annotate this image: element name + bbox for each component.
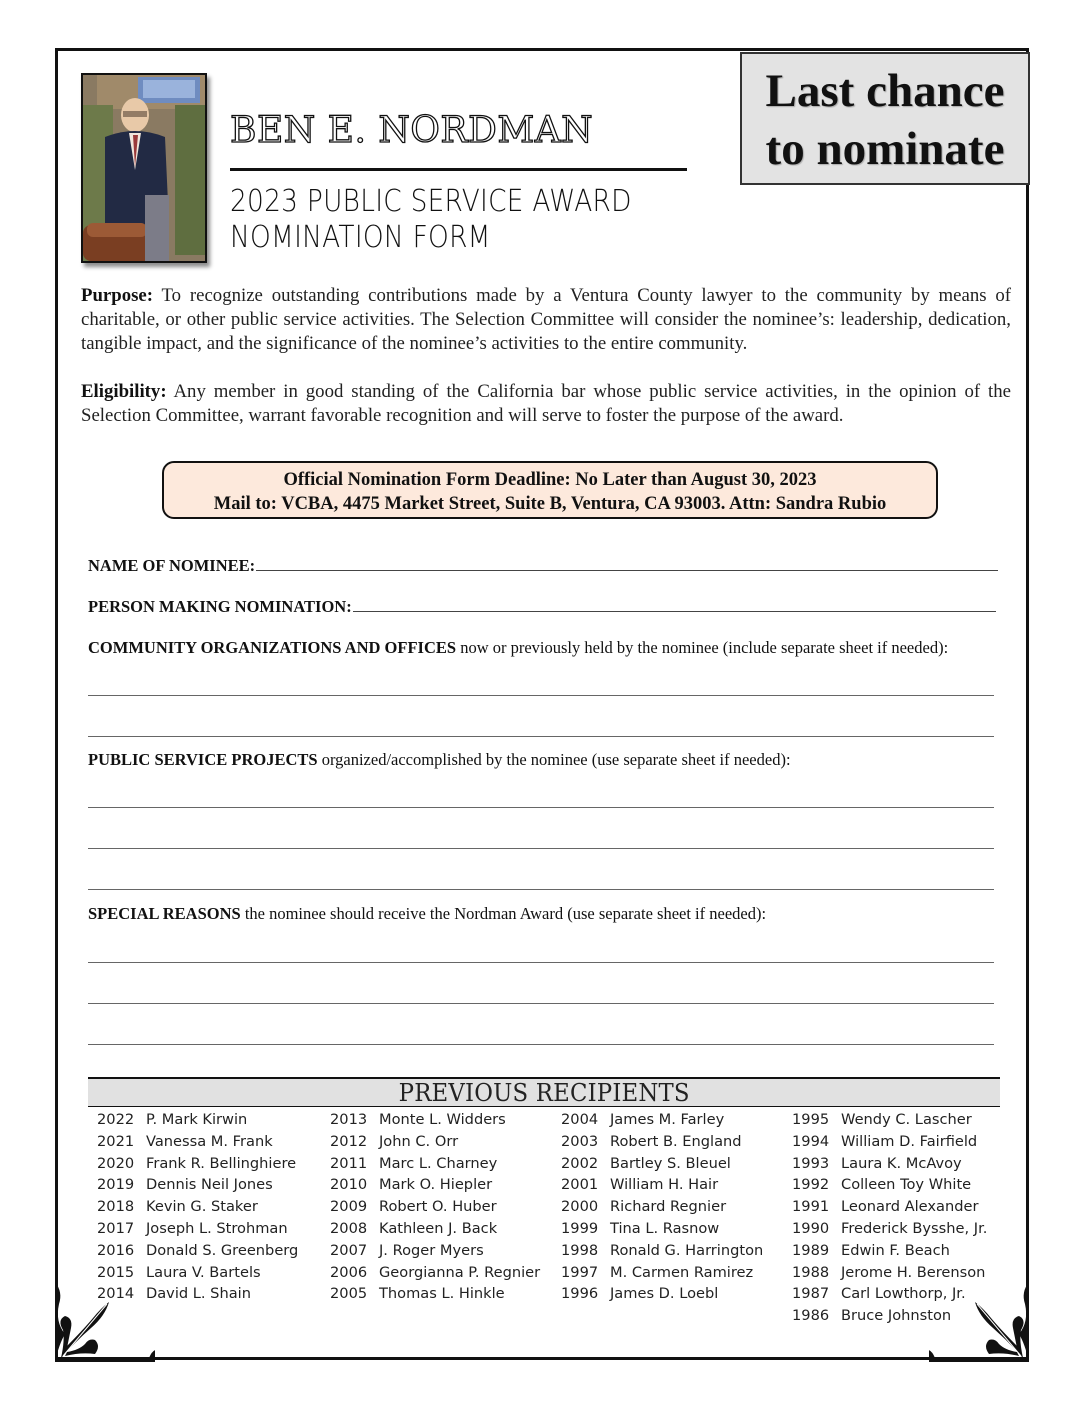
award-name-title: BEN E. NORDMAN (230, 110, 594, 151)
recipient-row (792, 1109, 987, 1131)
recipient-name: Kevin G. Staker (146, 1198, 258, 1216)
recipients-column-3 (561, 1109, 763, 1305)
deadline-box (162, 461, 938, 519)
recipient-row (330, 1153, 540, 1175)
recipient-year: 1993 (792, 1154, 830, 1172)
recipient-name: Wendy C. Lascher (841, 1111, 972, 1128)
recipient-year: 2018 (97, 1198, 135, 1216)
nominator-label: PERSON MAKING NOMINATION: (88, 597, 352, 616)
projects-line-3[interactable] (88, 889, 994, 890)
recipient-name: Bruce Johnston (841, 1307, 952, 1325)
recipient-year: 2020 (97, 1154, 135, 1172)
recipient-name: Marc L. Charney (379, 1154, 498, 1172)
recipient-name: Laura K. McAvoy (841, 1154, 962, 1172)
recipient-year: 1988 (792, 1263, 830, 1281)
recipient-year: 2005 (330, 1285, 368, 1303)
recipient-row (561, 1262, 763, 1284)
recipient-row (97, 1262, 298, 1284)
recipient-name: Leonard Alexander (841, 1198, 979, 1216)
community-hint: now or previously held by the nominee (include separate sheet if needed): (456, 638, 949, 657)
recipient-name: Ronald G. Harrington (610, 1241, 764, 1259)
projects-line-1[interactable] (88, 807, 994, 808)
recipient-name: Tina L. Rasnow (610, 1219, 720, 1237)
mail-to-line: Mail to: VCBA, 4475 Market Street, Suite B, Ventura, CA 93003. Attn: Sandra Rubio (213, 494, 887, 514)
recipient-name: Georgianna P. Regnier (379, 1263, 541, 1281)
recipient-year: 2006 (330, 1263, 368, 1281)
recipient-year: 2019 (97, 1176, 135, 1194)
recipient-name: M. Carmen Ramirez (610, 1263, 754, 1281)
previous-recipients-title: PREVIOUS RECIPIENTS (398, 1079, 690, 1107)
community-line-2[interactable] (88, 736, 994, 737)
recipient-year: 2001 (561, 1176, 599, 1194)
recipient-name: Robert O. Huber (379, 1198, 497, 1216)
public-service-projects-section (88, 750, 791, 770)
recipient-name: Monte L. Widders (379, 1111, 506, 1128)
eligibility-paragraph (81, 380, 1011, 428)
recipient-year: 2014 (97, 1285, 135, 1303)
recipient-year: 2009 (330, 1198, 368, 1216)
recipient-year: 2017 (97, 1219, 135, 1237)
recipient-row (561, 1218, 763, 1240)
reasons-line-2[interactable] (88, 1003, 994, 1004)
nominee-name-field[interactable] (88, 556, 998, 576)
recipient-row (330, 1262, 540, 1284)
recipient-name: William H. Hair (610, 1176, 719, 1194)
recipient-year: 1994 (792, 1132, 830, 1150)
recipient-year: 2022 (97, 1111, 135, 1128)
recipients-column-1 (97, 1109, 298, 1305)
nominator-input[interactable] (353, 610, 996, 612)
special-reasons-section (88, 904, 766, 924)
recipient-row (792, 1240, 987, 1262)
reasons-label: SPECIAL REASONS (88, 904, 241, 923)
recipient-name: Kathleen J. Back (379, 1219, 498, 1237)
recipient-row (792, 1153, 987, 1175)
nominee-name-label: NAME OF NOMINEE: (88, 556, 256, 575)
recipient-year: 2015 (97, 1263, 135, 1281)
title-divider (230, 168, 687, 171)
recipient-row (561, 1109, 763, 1131)
recipient-row (792, 1262, 987, 1284)
recipient-year: 2002 (561, 1154, 599, 1172)
recipient-row (97, 1109, 298, 1131)
reasons-line-3[interactable] (88, 1044, 994, 1045)
recipient-name: William D. Fairfield (841, 1132, 978, 1150)
badge-line-2: to nominate (765, 123, 1005, 175)
recipient-year: 2016 (97, 1241, 135, 1259)
recipient-name: Vanessa M. Frank (146, 1132, 273, 1150)
portrait-image (83, 75, 205, 261)
recipient-name: Frederick Bysshe, Jr. (841, 1219, 988, 1237)
recipient-name: Bartley S. Bleuel (610, 1154, 731, 1172)
nominee-name-input[interactable] (256, 569, 998, 571)
recipient-year: 1990 (792, 1219, 830, 1237)
recipient-year: 1987 (792, 1285, 830, 1303)
recipient-row (561, 1196, 763, 1218)
recipient-row (97, 1240, 298, 1262)
recipient-year: 1991 (792, 1198, 830, 1216)
recipient-row (330, 1196, 540, 1218)
recipient-year: 1996 (561, 1285, 599, 1303)
recipient-year: 1989 (792, 1241, 830, 1259)
fleur-de-lis-corner-icon (55, 1282, 155, 1362)
recipient-row (330, 1131, 540, 1153)
recipient-year: 2010 (330, 1176, 368, 1194)
recipient-row (97, 1153, 298, 1175)
recipient-year: 1986 (792, 1307, 830, 1325)
community-label: COMMUNITY ORGANIZATIONS AND OFFICES (88, 638, 457, 657)
recipient-row (792, 1174, 987, 1196)
recipient-year: 1995 (792, 1111, 830, 1128)
recipient-row (561, 1153, 763, 1175)
purpose-paragraph (81, 284, 1011, 356)
recipient-row (330, 1218, 540, 1240)
recipient-year: 2011 (330, 1154, 368, 1172)
purpose-label: Purpose: (81, 285, 153, 306)
recipient-year: 1998 (561, 1241, 599, 1259)
previous-recipients-header (88, 1077, 1000, 1107)
recipient-row (97, 1131, 298, 1153)
award-subtitle (230, 184, 632, 256)
reasons-hint: the nominee should receive the Nordman Award (use separate sheet if needed): (240, 904, 767, 923)
recipient-row (330, 1240, 540, 1262)
eligibility-label: Eligibility: (81, 381, 167, 402)
recipient-year: 2021 (97, 1132, 135, 1150)
subtitle-line-1: 2023 PUBLIC SERVICE AWARD (230, 184, 632, 219)
recipient-row (97, 1174, 298, 1196)
community-organizations-section (88, 638, 948, 658)
recipient-name: J. Roger Myers (379, 1241, 484, 1259)
recipient-name: James M. Farley (610, 1111, 725, 1128)
badge-line-1: Last chance (765, 65, 1005, 117)
recipient-name: David L. Shain (146, 1285, 251, 1303)
recipients-column-2 (330, 1109, 540, 1305)
recipient-year: 1992 (792, 1176, 830, 1194)
recipient-name: Donald S. Greenberg (146, 1241, 299, 1259)
reasons-line-1[interactable] (88, 962, 994, 963)
recipient-name: Jerome H. Berenson (841, 1263, 986, 1281)
purpose-text: To recognize outstanding contributions made by a Ventura County lawyer to the community by means of charitable, or other public service activities. The Selection Committee will consider the nominee’s: leadership, dedication, tangible impact, and the significance of the nominee’s activities to the entire community. (81, 285, 1012, 354)
recipient-row (97, 1218, 298, 1240)
subtitle-line-2: NOMINATION FORM (230, 220, 491, 255)
recipient-row (792, 1131, 987, 1153)
fleur-de-lis-corner-icon (929, 1282, 1029, 1362)
last-chance-badge (740, 52, 1030, 185)
recipient-name: James D. Loebl (610, 1285, 719, 1303)
recipient-row (330, 1283, 540, 1305)
eligibility-text: Any member in good standing of the California bar whose public service activities, in the opinion of the Selection Committee, warrant favorable recognition and will serve to foster the purpose of the award. (81, 381, 1011, 426)
recipient-name: Joseph L. Strohman (146, 1219, 288, 1237)
recipient-row (97, 1196, 298, 1218)
community-line-1[interactable] (88, 695, 994, 696)
recipient-row (561, 1283, 763, 1305)
recipient-year: 2000 (561, 1198, 599, 1216)
recipient-name: Carl Lowthorp, Jr. (841, 1285, 966, 1303)
recipient-name: Dennis Neil Jones (146, 1176, 273, 1194)
recipient-name: Robert B. England (610, 1132, 742, 1150)
recipient-row (561, 1174, 763, 1196)
recipient-name: Frank R. Bellinghiere (146, 1154, 297, 1172)
recipient-name: P. Mark Kirwin (146, 1111, 248, 1128)
deadline-line: Official Nomination Form Deadline: No Later than August 30, 2023 (283, 470, 817, 490)
projects-line-2[interactable] (88, 848, 994, 849)
recipient-name: Edwin F. Beach (841, 1241, 950, 1259)
recipient-name: Thomas L. Hinkle (379, 1285, 505, 1303)
recipient-year: 2012 (330, 1132, 368, 1150)
portrait-photo (81, 73, 207, 263)
projects-label: PUBLIC SERVICE PROJECTS (88, 750, 318, 769)
recipient-row (792, 1196, 987, 1218)
recipient-year: 1997 (561, 1263, 599, 1281)
recipient-year: 2004 (561, 1111, 599, 1128)
recipient-name: John C. Orr (379, 1132, 459, 1150)
nominator-field[interactable] (88, 597, 996, 617)
recipient-name: Colleen Toy White (841, 1176, 972, 1194)
recipient-year: 2013 (330, 1111, 368, 1128)
recipient-row (330, 1109, 540, 1131)
recipient-row (792, 1218, 987, 1240)
recipient-year: 1999 (561, 1219, 599, 1237)
recipient-row (561, 1240, 763, 1262)
recipient-name: Laura V. Bartels (146, 1263, 261, 1281)
recipient-name: Mark O. Hiepler (379, 1176, 493, 1194)
recipient-year: 2008 (330, 1219, 368, 1237)
recipient-name: Richard Regnier (610, 1198, 727, 1216)
projects-hint: organized/accomplished by the nominee (use separate sheet if needed): (317, 750, 791, 769)
recipient-row (561, 1131, 763, 1153)
recipient-year: 2007 (330, 1241, 368, 1259)
recipient-year: 2003 (561, 1132, 599, 1150)
recipient-row (330, 1174, 540, 1196)
